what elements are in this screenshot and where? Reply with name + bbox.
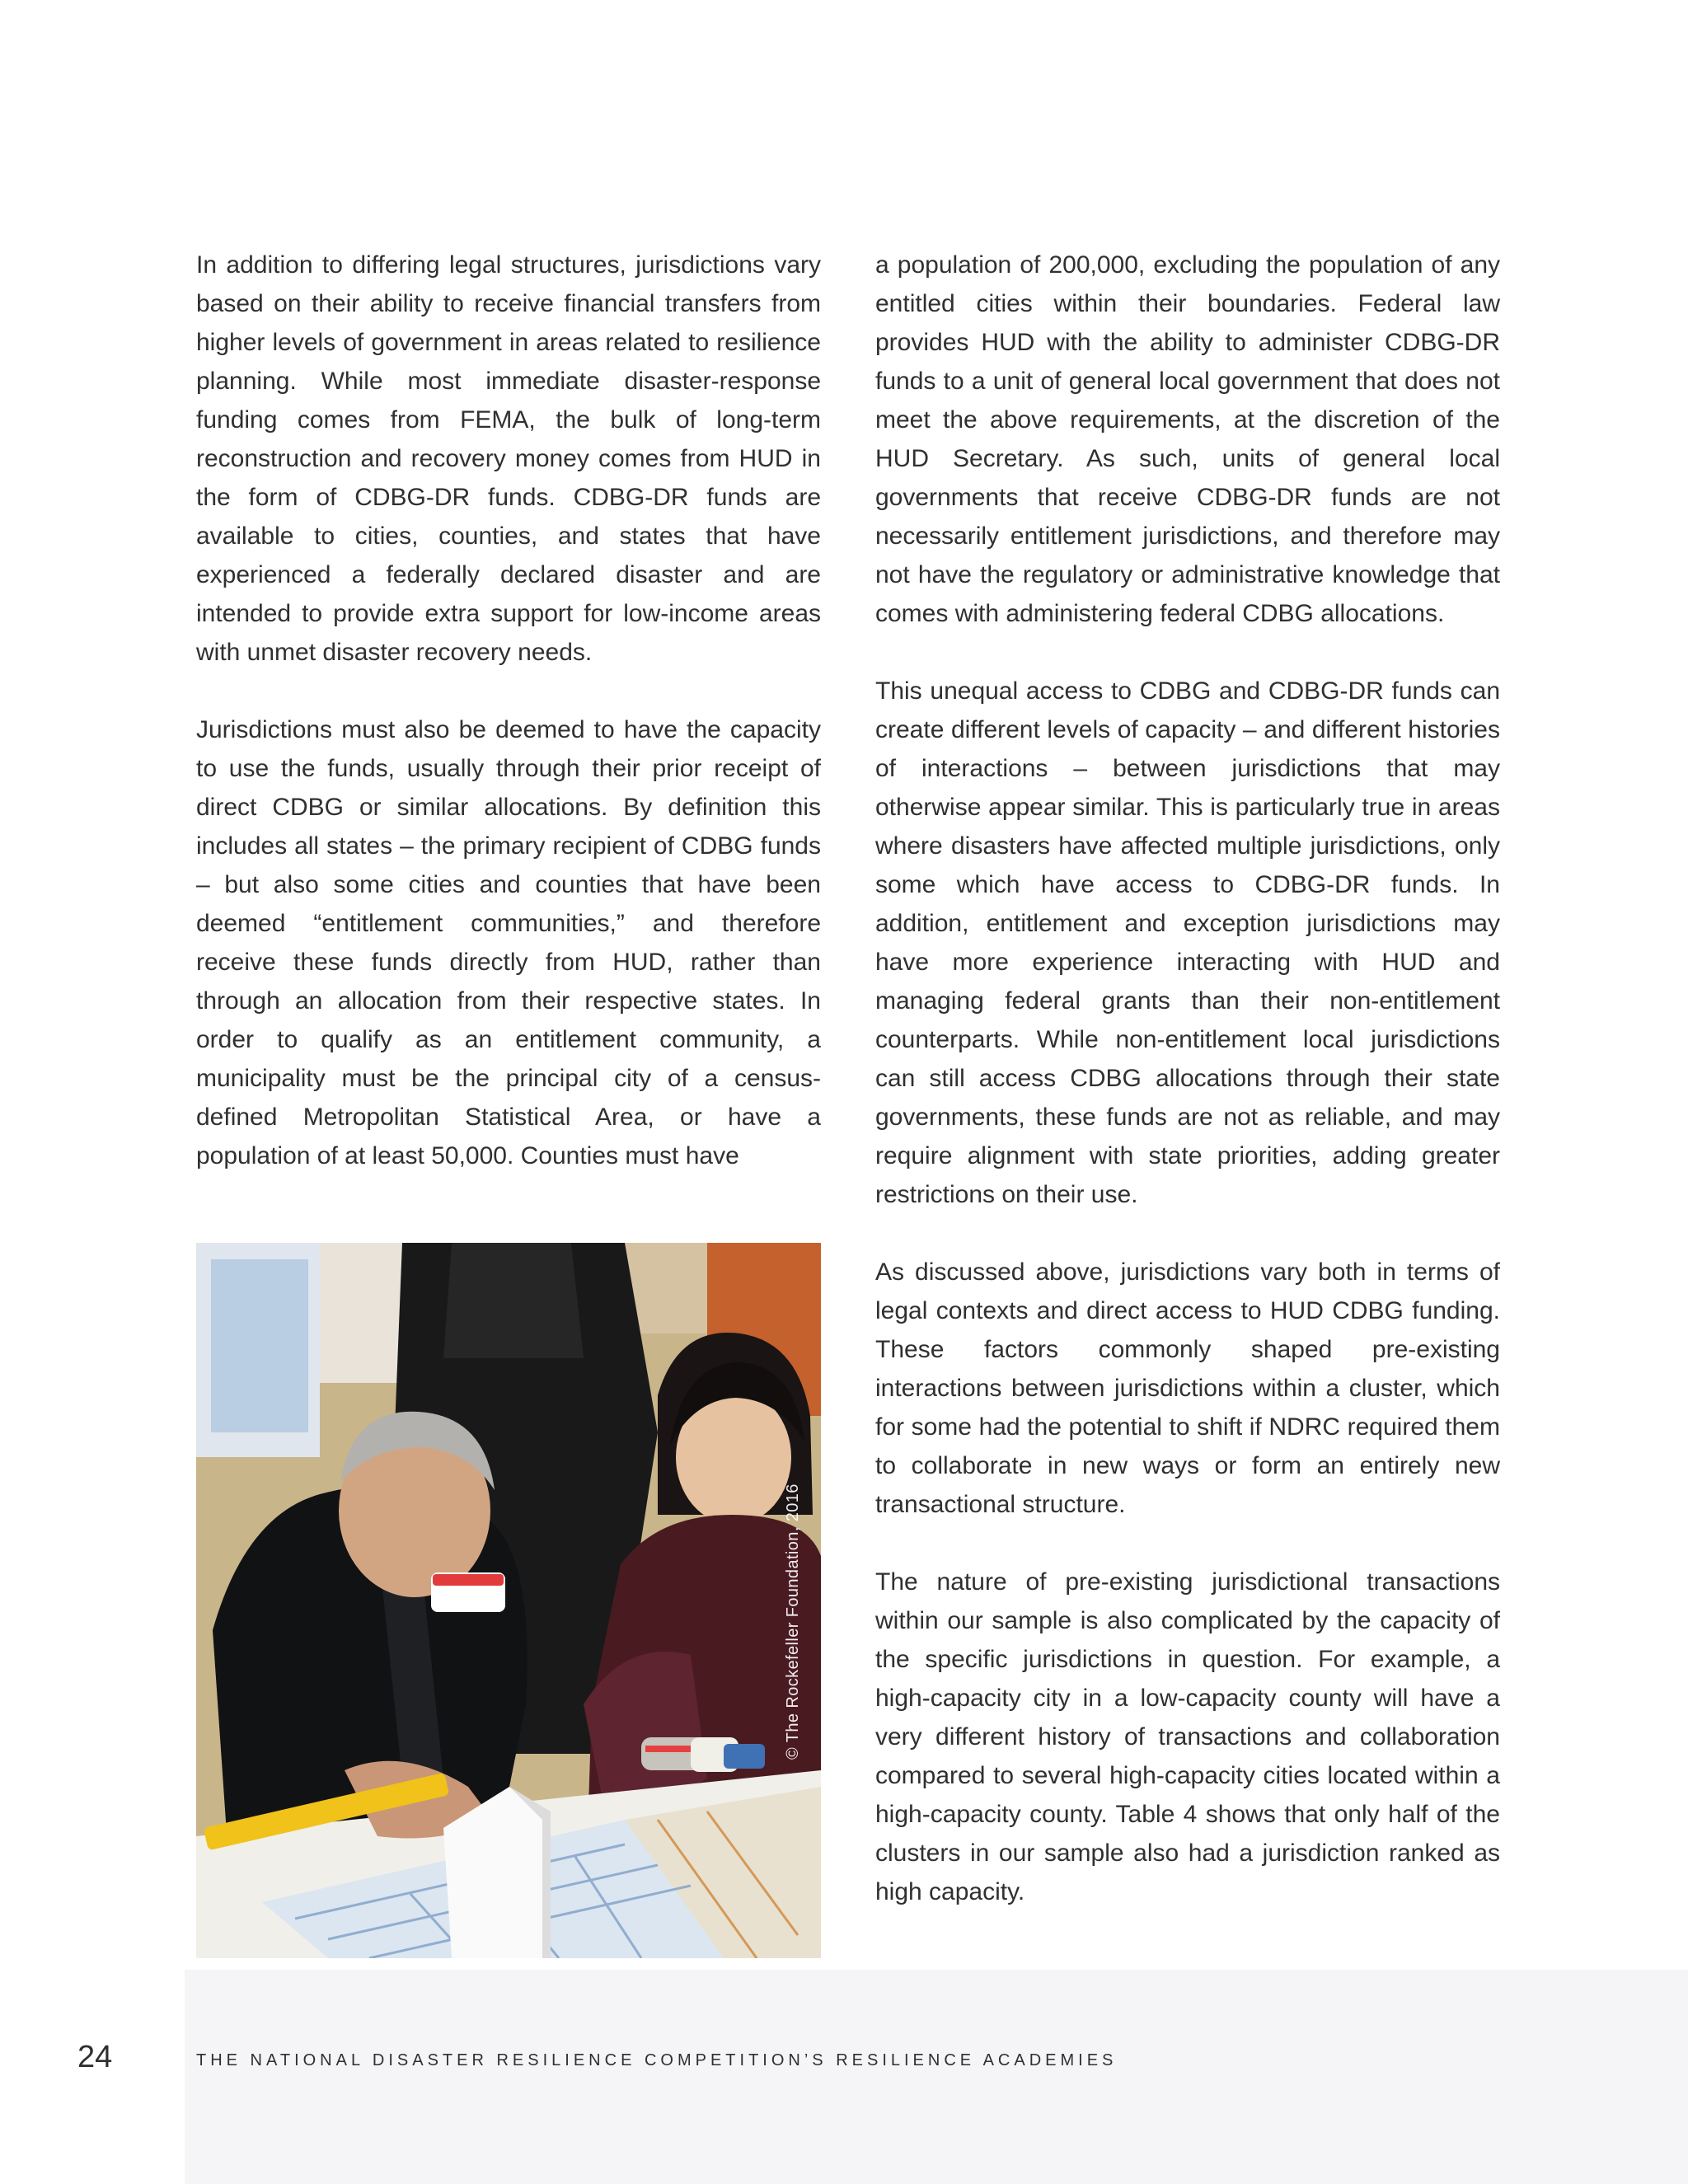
paragraph-left-1: In addition to differing legal structures, jurisdictions vary based on their ability to receive financial transfers from higher levels of government in areas related to resilience planning. While most immediate disaster-response funding comes from FEMA, the bulk of long-term reconstruction and recovery money comes from HUD in the form of CDBG-DR funds. CDBG-DR funds are available to cities, counties, and states that have experienced a federally declared disaster and are intended to provide extra support for low-income areas with unmet disaster recovery needs. (196, 251, 821, 666)
running-footer-title: THE NATIONAL DISASTER RESILIENCE COMPETITION’S RESILIENCE ACADEMIES (196, 2051, 1118, 2069)
text-column-left (196, 246, 821, 1214)
page-bottom-shade (185, 1970, 1688, 2184)
workshop-photo (196, 1243, 821, 1958)
paragraph-left-2: Jurisdictions must also be deemed to have the capacity to use the funds, usually through their prior receipt of direct CDBG or similar allocations. By definition this includes all states – the primary recipient of CDBG funds – but also some cities and counties that have been deemed “entitlement communities,” and therefore receive these funds directly from HUD, rather than through an allocation from their respective states. In order to qualify as an entitlement community, a municipality must be the principal city of a census-defined Metropolitan Statistical Area, or have a population of at least 50,000. Counties must have (196, 716, 821, 1169)
paragraph-right-2: This unequal access to CDBG and CDBG-DR funds can create different levels of capacity – and different histories of interactions – between jurisdictions that may otherwise appear similar. This is particularly true in areas where disasters have affected multiple jurisdictions, only some which have access to CDBG-DR funds. In addition, entitlement and exception jurisdictions may have more experience interacting with HUD and managing federal grants than their non-entitlement counterparts. While non-entitlement local jurisdictions can still access CDBG allocations through their state governments, these funds are not as reliable, and may require alignment with state priorities, adding greater restrictions on their use. (875, 677, 1500, 1208)
paragraph-right-4: The nature of pre-existing jurisdictional transactions within our sample is also complicated by the capacity of the specific jurisdictions in question. For example, a high-capacity city in a low-capacity county will have a very different history of transactions and collaboration compared to several high-capacity cities located within a high-capacity county. Table 4 shows that only half of the clusters in our sample also had a jurisdiction ranked as high capacity. (875, 1568, 1500, 1905)
photo-credit: © The Rockefeller Foundation, 2016 (784, 1483, 802, 1760)
page-number: 24 (77, 2040, 113, 2074)
paragraph-right-1: a population of 200,000, excluding the population of any entitled cities within their boundaries. Federal law provides HUD with the ability to administer CDBG-DR funds to a unit of general local government that does not meet the above requirements, at the discretion of the HUD Secretary. As such, units of general local governments that receive CDBG-DR funds are not necessarily entitlement jurisdictions, and therefore may not have the regulatory or administrative knowledge that comes with administering federal CDBG allocations. (875, 251, 1500, 627)
workshop-photo-illustration (196, 1243, 821, 1958)
paragraph-right-3: As discussed above, jurisdictions vary both in terms of legal contexts and direct access to HUD CDBG funding. These factors commonly shaped pre-existing interactions between jurisdictions within a cluster, which for some had the potential to shift if NDRC required them to collaborate in new ways or form an entirely new transactional structure. (875, 1258, 1500, 1518)
text-column-right (875, 246, 1500, 1950)
